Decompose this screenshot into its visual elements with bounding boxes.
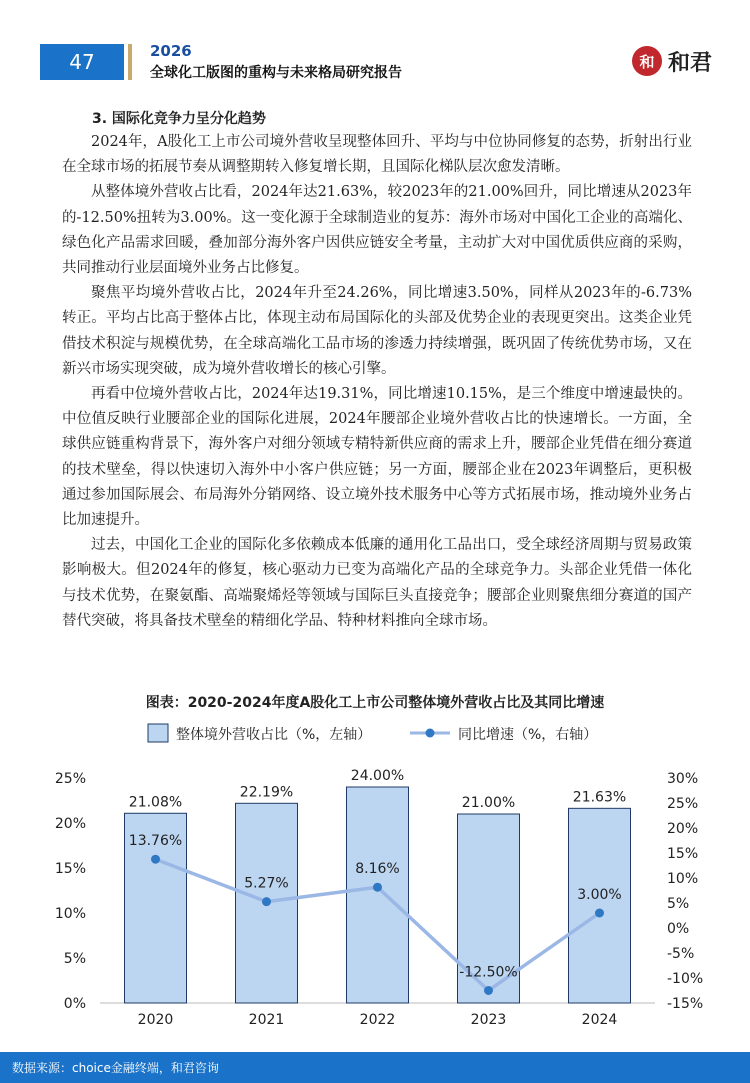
paragraph: 过去，中国化工企业的国际化多依赖成本低廉的通用化工品出口，受全球经济周期与贸易政策影响极大。但2024年的修复，核心驱动力已变为高端化产品的全球竞争力。头部企业凭借一体化与技术优势，在聚氨酯、高端聚烯烃等领域与国际巨头直接竞争；腰部企业则聚焦细分赛道的国产替代突破，将具备技术壁垒的精细化学品、特种材料推向全球市场。	[62, 537, 692, 629]
legend-line-label: 同比增速（%，右轴）	[458, 727, 598, 743]
line-point	[151, 855, 160, 864]
bar	[569, 808, 631, 1003]
line-value-label: 5.27%	[244, 875, 289, 892]
bar-value-label: 24.00%	[350, 768, 405, 784]
right-axis-tick: 0%	[667, 921, 690, 937]
paragraph: 2024年，A股化工上市公司境外营收呈现整体回升、平均与中位协同修复的态势，折射出行业在全球市场的拓展节奏从调整期转入修复增长期，且国际化梯队层次愈发清晰。	[62, 134, 692, 176]
left-axis-tick: 10%	[54, 906, 86, 922]
line-value-label: 8.16%	[355, 861, 400, 878]
header-year: 2026	[150, 42, 192, 60]
left-axis-tick: 5%	[63, 951, 86, 967]
source-footer: 数据来源：choice金融终端，和君咨询	[0, 1052, 750, 1083]
x-axis-tick: 2024	[581, 1012, 618, 1028]
page-number: 47	[40, 44, 124, 80]
line-value-label: 3.00%	[577, 887, 622, 903]
right-axis-tick: 15%	[667, 846, 699, 862]
line-point	[262, 897, 271, 906]
line-value-label: 13.76%	[128, 833, 183, 850]
x-axis-tick: 2020	[137, 1012, 174, 1028]
right-axis-tick: 5%	[667, 896, 690, 912]
right-axis-tick: 20%	[667, 821, 699, 837]
right-axis-tick: 25%	[667, 796, 699, 812]
paragraph: 聚焦平均境外营收占比，2024年升至24.26%，同比增速3.50%，同样从2023年的-6.73%转正。平均占比高于整体占比，体现主动布局国际化的头部及优势企业的表现更突出。这类企业凭借技术积淀与规模优势，在全球高端化工品市场的渗透力持续增强，既巩固了传统优势市场，又在新兴市场实现突破，成为境外营收增长的核心引擎。	[62, 285, 692, 377]
legend-bar-swatch	[148, 724, 168, 742]
paragraph: 再看中位境外营收占比，2024年达19.31%，同比增速10.15%，是三个维度中增速最快的。中位值反映行业腰部企业的国际化进展，2024年腰部企业境外营收占比的快速增长。一方面，全球供应链重构背景下，海外客户对细分领域专精特新供应商的需求上升，腰部企业凭借在细分赛道的技术壁垒，得以快速切入海外中小客户供应链；另一方面，腰部企业在2023年调整后，更积极通过参加国际展会、布局海外分销网络、设立境外技术服务中心等方式拓展市场，推动境外业务占比加速提升。	[62, 386, 692, 529]
bar	[347, 787, 409, 1003]
left-axis-tick: 15%	[54, 861, 86, 877]
logo-seal-icon: 和	[632, 46, 662, 76]
bar-value-label: 21.08%	[128, 794, 183, 811]
right-axis-tick: -5%	[667, 946, 695, 962]
right-axis-tick: -10%	[667, 971, 704, 987]
legend-bar-label: 整体境外营收占比（%，左轴）	[176, 727, 372, 743]
left-axis-tick: 25%	[54, 771, 86, 787]
figure-title: 图表：2020-2024年度A股化工上市公司整体境外营收占比及其同比增速	[145, 695, 605, 711]
line-value-label: -12.50%	[459, 964, 518, 981]
bar-value-label: 21.63%	[572, 789, 627, 806]
x-axis-tick: 2023	[470, 1012, 507, 1028]
report-title: 全球化工版图的重构与未来格局研究报告	[150, 65, 402, 81]
left-axis-tick: 0%	[63, 996, 86, 1012]
right-axis-tick: 10%	[667, 871, 699, 887]
right-axis-tick: 30%	[667, 771, 699, 787]
line-point	[373, 883, 382, 892]
bar-value-label: 22.19%	[239, 784, 294, 801]
right-axis-tick: -15%	[667, 996, 704, 1012]
legend-line-marker	[426, 729, 435, 738]
line-point	[484, 986, 493, 995]
x-axis-tick: 2021	[248, 1012, 285, 1028]
line-point	[595, 909, 604, 918]
paragraph: 从整体境外营收占比看，2024年达21.63%，较2023年的21.00%回升，同比增速从2023年的-12.50%扭转为3.00%。这一变化源于全球制造业的复苏：海外市场对中国化工企业的高端化、绿色化产品需求回暖，叠加部分海外客户因供应链安全考量，主动扩大对中国优质供应商的采购，共同推动行业层面境外业务占比修复。	[62, 184, 692, 277]
logo-text: 和君	[668, 49, 713, 76]
left-axis-tick: 20%	[54, 816, 86, 832]
section-heading: 3. 国际化竞争力呈分化趋势	[92, 111, 266, 127]
bar-value-label: 21.00%	[461, 795, 516, 811]
x-axis-tick: 2022	[359, 1012, 396, 1028]
